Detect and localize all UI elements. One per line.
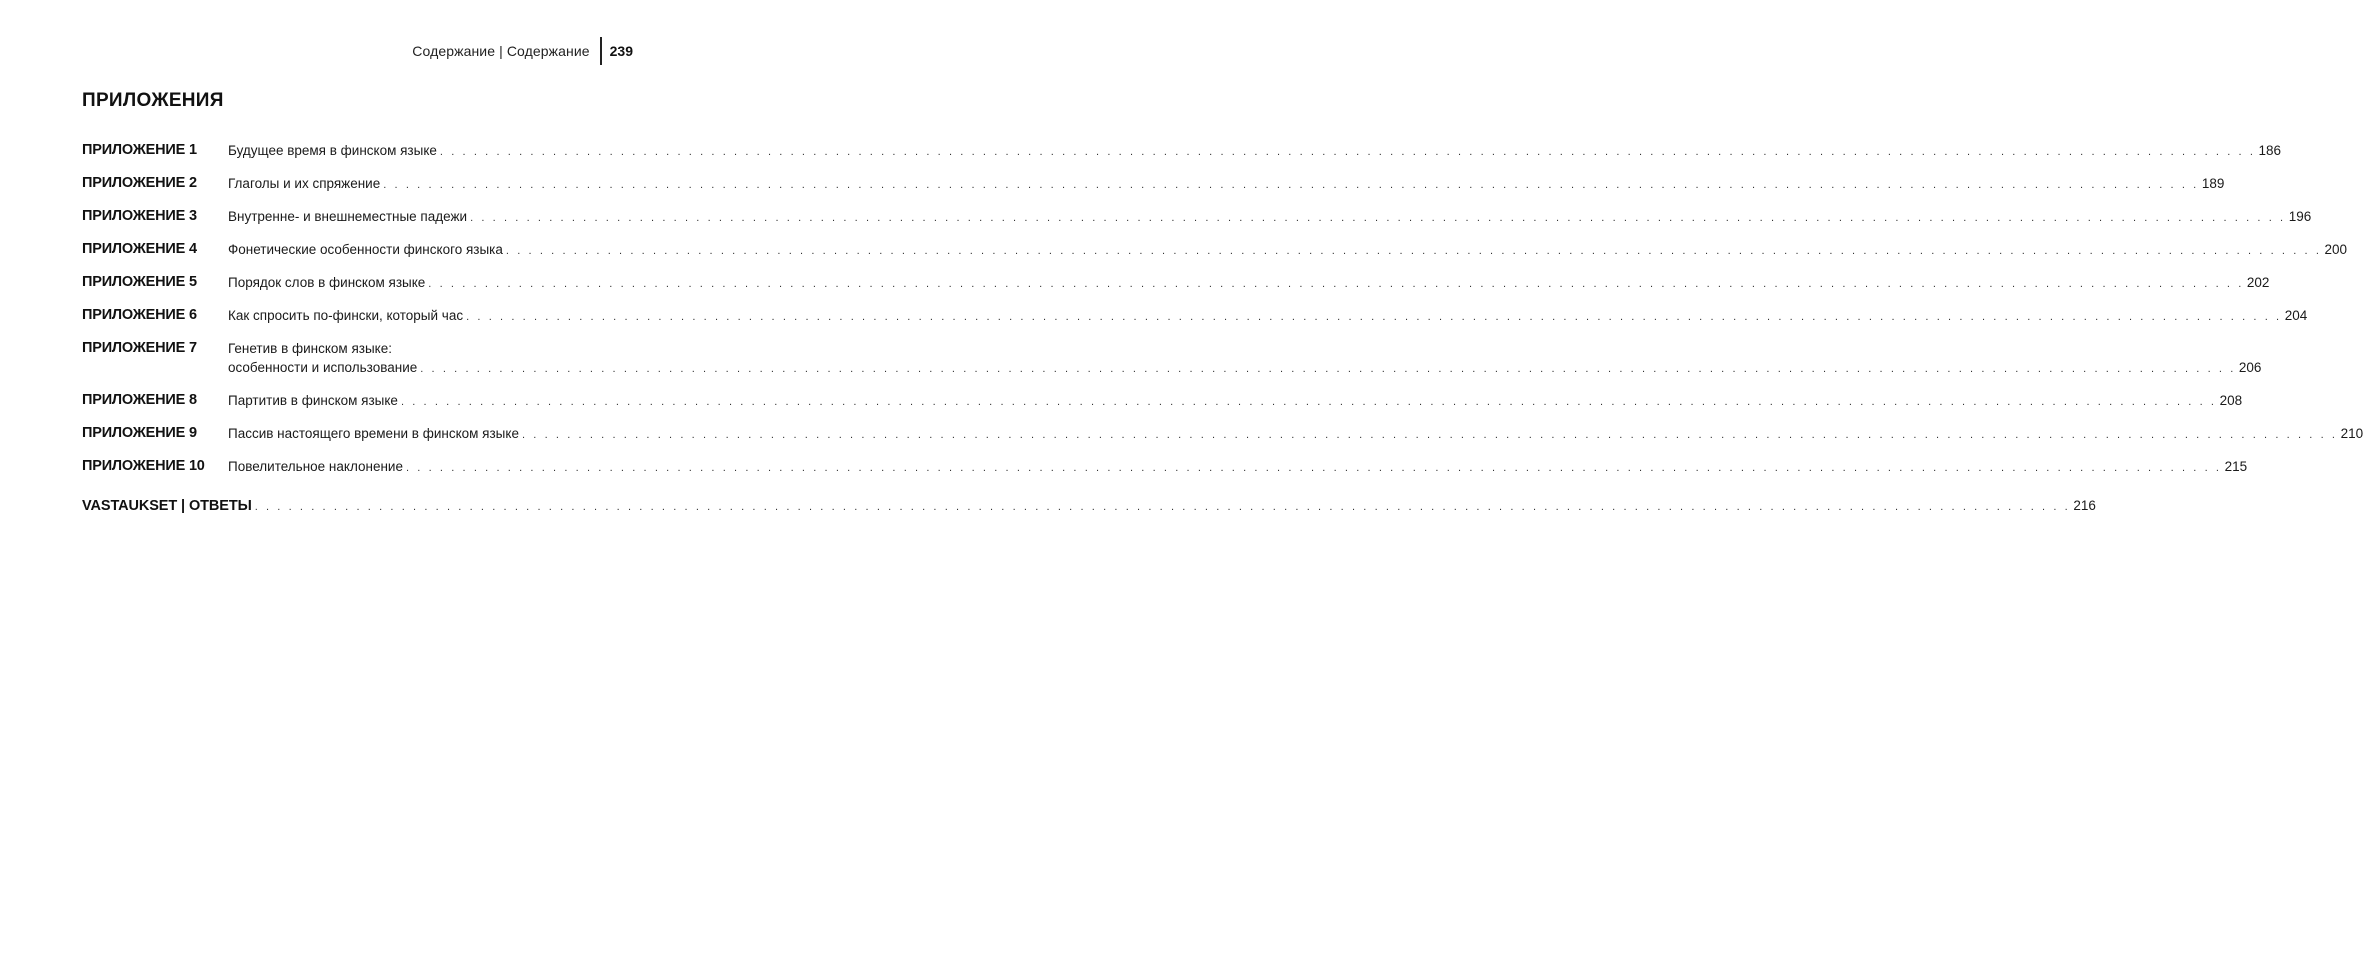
- toc-entry[interactable]: [82, 424, 2363, 445]
- toc-entry-body: [228, 240, 2347, 261]
- toc-leader-dots: [506, 242, 2322, 261]
- toc-entry-line: [228, 306, 2307, 327]
- toc-entry-label: ПРИЛОЖЕНИЕ 2: [82, 175, 197, 191]
- toc-leader-dots: [428, 275, 2244, 294]
- toc-entry-line: [228, 273, 2269, 294]
- toc-entry-line: [228, 358, 2261, 379]
- toc-entry-page: 186: [2258, 143, 2282, 158]
- toc-entry[interactable]: [82, 273, 2270, 294]
- toc-entry[interactable]: [82, 306, 2308, 327]
- running-header: [412, 36, 633, 66]
- toc-entry-page: 200: [2324, 242, 2348, 257]
- toc-entry-body: [228, 141, 2281, 162]
- toc-entry[interactable]: [82, 391, 2243, 412]
- toc-entry-title: Внутренне- и внешнеместные падежи: [228, 209, 468, 224]
- toc-leader-dots: [406, 459, 2222, 478]
- toc-entry-title: Повелительное наклонение: [228, 459, 403, 474]
- toc-entry-title: Порядок слов в финском языке: [228, 275, 426, 290]
- toc-entry-body: [228, 273, 2269, 294]
- toc-leader-dots: [420, 360, 2236, 379]
- toc-entry-title: особенности и использование: [228, 360, 418, 375]
- toc-leader-dots: [401, 393, 2217, 412]
- toc-entry-title: Партитив в финском языке: [228, 393, 398, 408]
- toc-entry-line: [228, 141, 2281, 162]
- toc-entry[interactable]: [82, 339, 2262, 379]
- toc-entry-line: [228, 240, 2347, 261]
- toc-entry[interactable]: [82, 141, 2282, 162]
- running-title: Содержание | Содержание: [412, 43, 590, 59]
- toc-entry-title: Глаголы и их спряжение: [228, 176, 381, 191]
- toc-entry-page: 189: [2201, 176, 2225, 191]
- table-of-contents: [82, 141, 2363, 490]
- toc-entry-label: ПРИЛОЖЕНИЕ 5: [82, 274, 197, 290]
- toc-entry-page: 210: [2340, 426, 2363, 441]
- toc-entry-page: 204: [2284, 308, 2308, 323]
- toc-entry-title: Как спросить по-фински, который час: [228, 308, 464, 323]
- toc-entry-label: ПРИЛОЖЕНИЕ 6: [82, 307, 197, 323]
- toc-entry-line: [228, 424, 2363, 445]
- toc-entry-body: [228, 424, 2363, 445]
- toc-entry-page: 206: [2238, 360, 2262, 375]
- toc-leader-dots: [440, 143, 2256, 162]
- toc-entry-label: ПРИЛОЖЕНИЕ 10: [82, 458, 205, 474]
- toc-leader-dots: [522, 426, 2338, 445]
- toc-entry-label: ПРИЛОЖЕНИЕ 3: [82, 208, 197, 224]
- toc-entry-label: ПРИЛОЖЕНИЕ 7: [82, 340, 197, 356]
- toc-entry[interactable]: [82, 174, 2225, 195]
- toc-entry-page: 216: [2073, 498, 2096, 513]
- toc-entry-title: Фонетические особенности финского языка: [228, 242, 503, 257]
- toc-entry-line: [228, 339, 2261, 358]
- toc-leader-dots: [255, 498, 2071, 517]
- toc-entry-title: Пассив настоящего времени в финском языке: [228, 426, 519, 441]
- toc-entry-label: ПРИЛОЖЕНИЕ 4: [82, 241, 197, 257]
- toc-entry[interactable]: [82, 457, 2248, 478]
- toc-entry-body: [228, 339, 2261, 379]
- toc-leader-dots: [470, 209, 2286, 228]
- toc-entry-page: 215: [2224, 459, 2248, 474]
- toc-entry-label: ПРИЛОЖЕНИЕ 8: [82, 392, 197, 408]
- toc-entry-line: [82, 496, 2096, 517]
- toc-entry-page: 202: [2246, 275, 2270, 290]
- toc-entry-line: [228, 391, 2242, 412]
- toc-leader-dots: [383, 176, 2199, 195]
- toc-entry-label: ПРИЛОЖЕНИЕ 9: [82, 425, 197, 441]
- toc-entry-label: ПРИЛОЖЕНИЕ 1: [82, 142, 197, 158]
- toc-entry-title: Генетив в финском языке:: [228, 341, 392, 356]
- toc-entry-body: [228, 174, 2224, 195]
- toc-leader-dots: [466, 308, 2282, 327]
- toc-entry[interactable]: [82, 240, 2348, 261]
- toc-entry-line: [228, 174, 2224, 195]
- toc-entry-body: [228, 306, 2307, 327]
- toc-entry-page: 208: [2219, 393, 2243, 408]
- toc-entry-line: [228, 207, 2311, 228]
- toc-entry-page: 196: [2288, 209, 2312, 224]
- page-number: 239: [609, 43, 633, 59]
- toc-entry-body: [228, 391, 2242, 412]
- section-title: ПРИЛОЖЕНИЯ: [82, 90, 224, 111]
- toc-entry-label: VASTAUKSET | ОТВЕТЫ: [82, 498, 252, 514]
- toc-entry-body: [228, 207, 2311, 228]
- toc-entry-line: [228, 457, 2247, 478]
- toc-entry-answers[interactable]: [82, 496, 2096, 517]
- toc-entry-title: Будущее время в финском языке: [228, 143, 437, 158]
- toc-entry-body: [228, 457, 2247, 478]
- toc-entry[interactable]: [82, 207, 2312, 228]
